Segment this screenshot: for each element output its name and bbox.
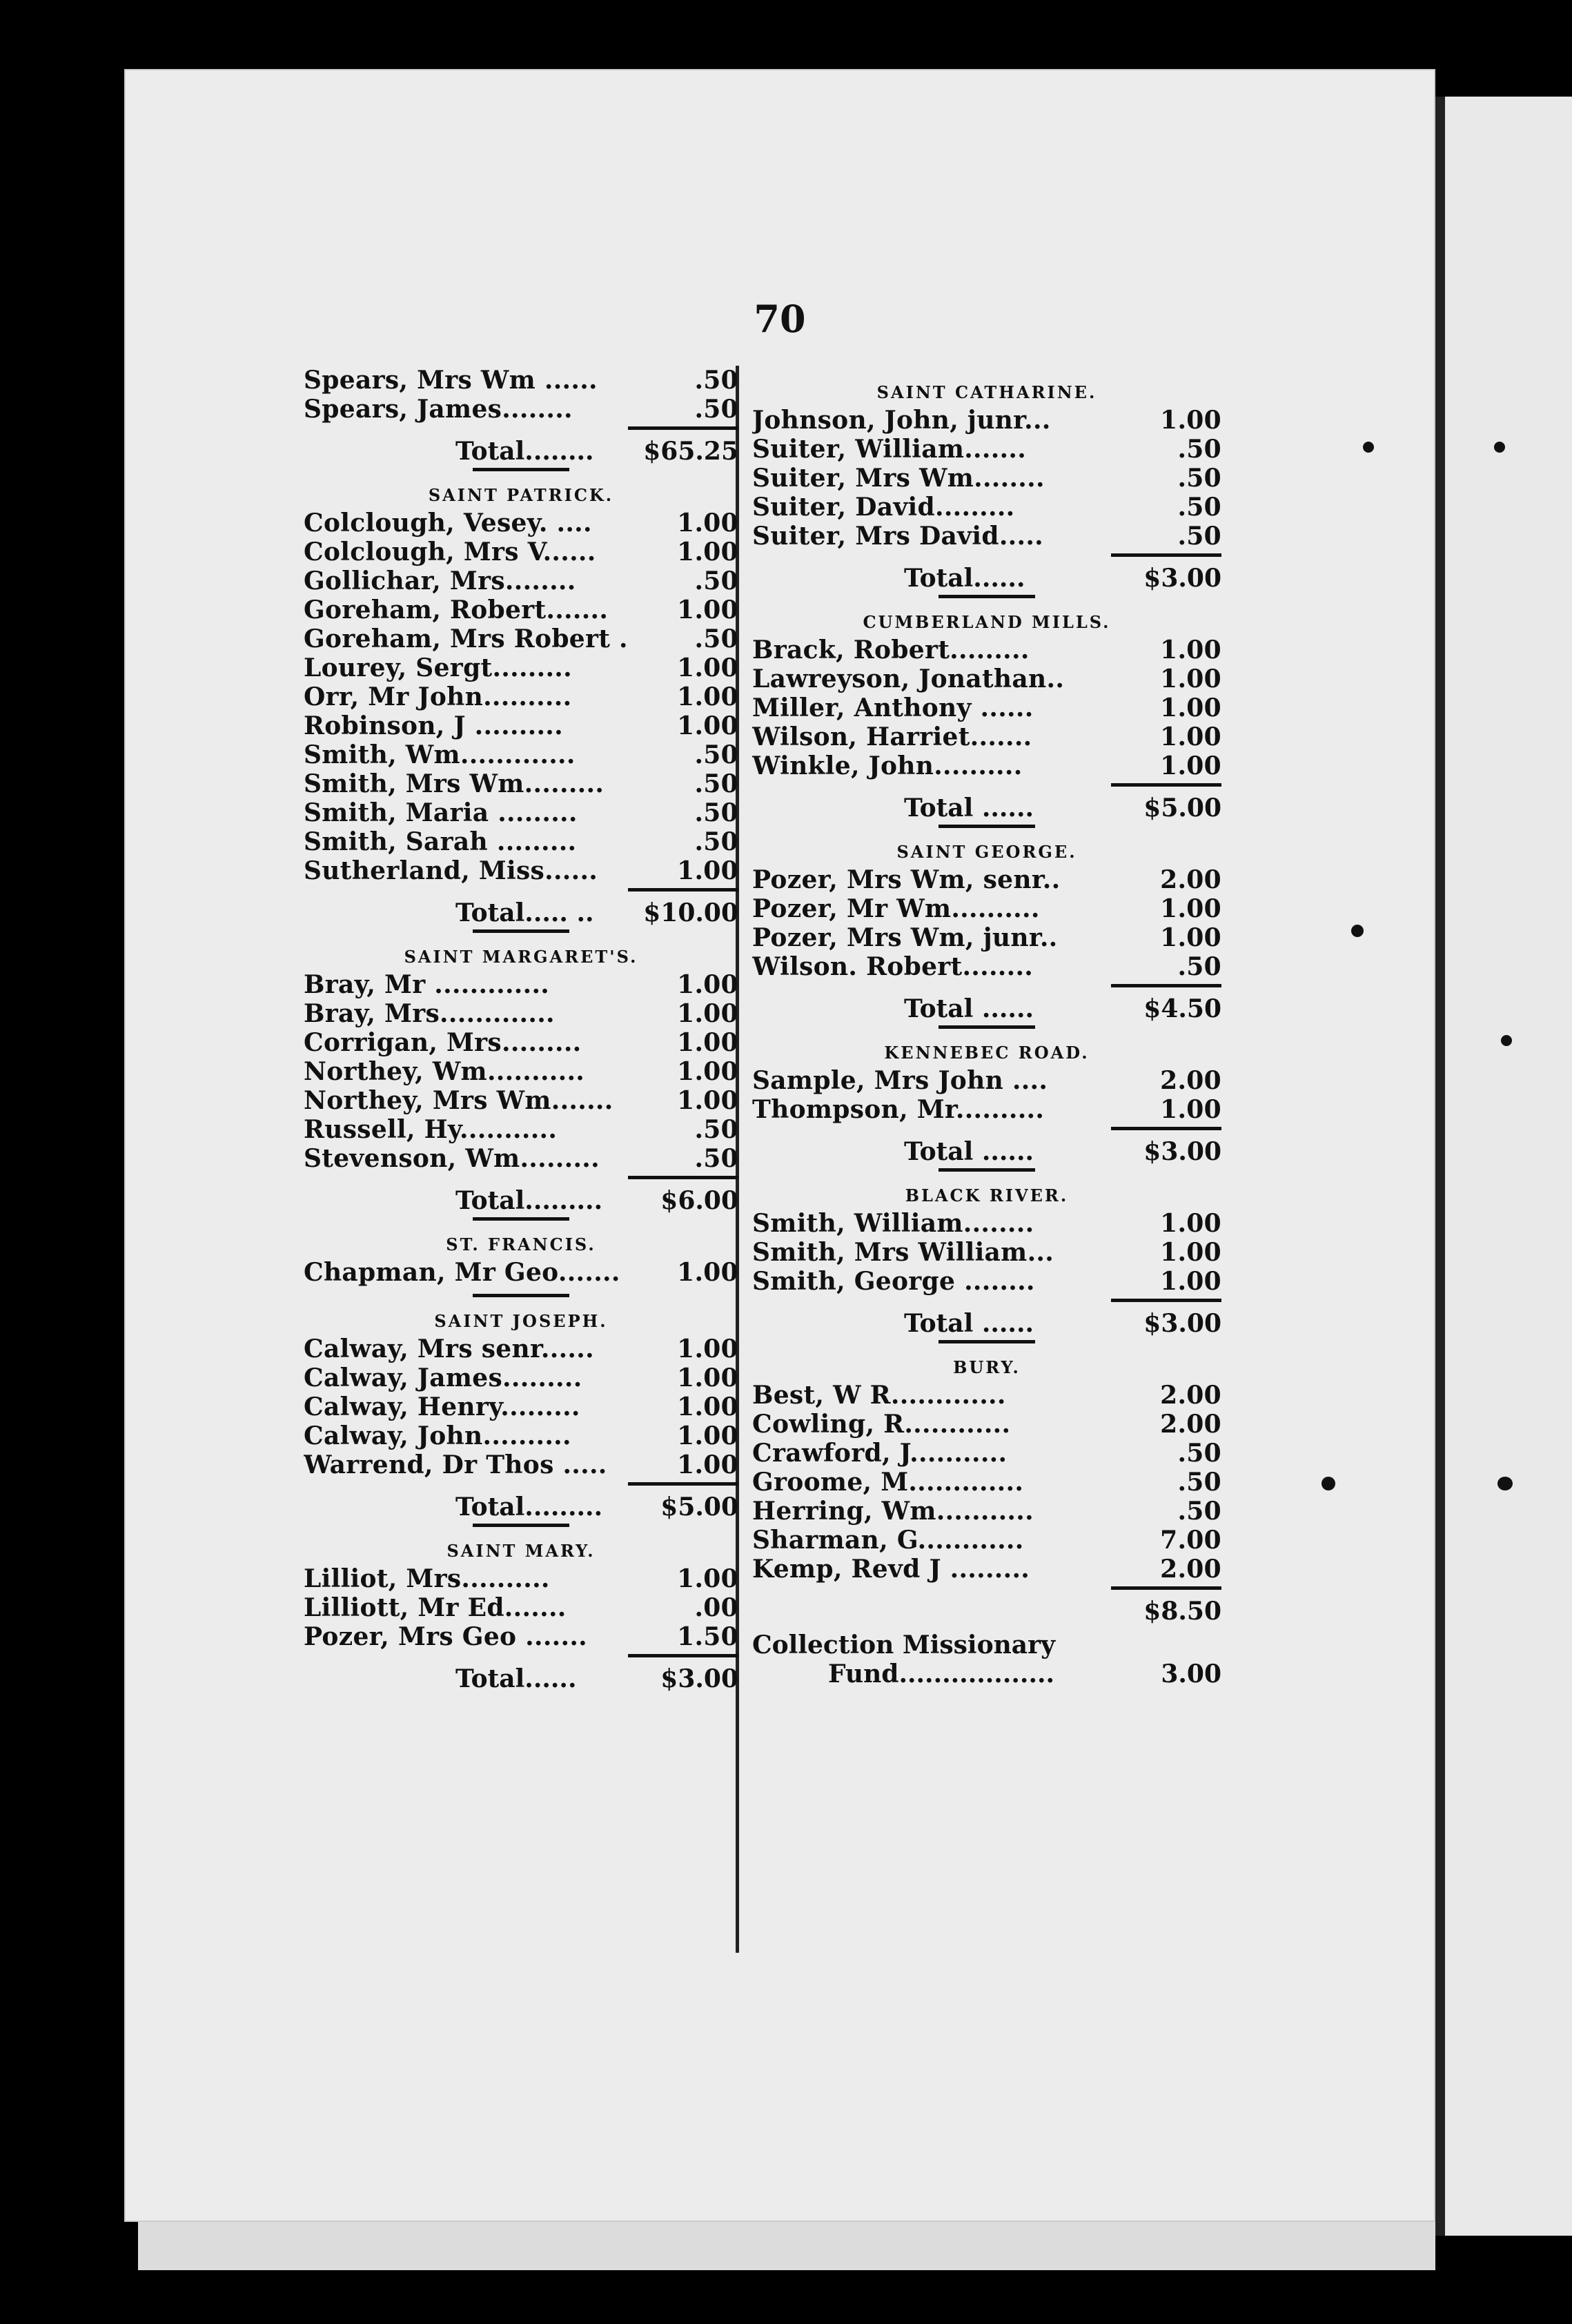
binding-hole-mark: [1363, 442, 1374, 453]
section-separator: [473, 1217, 569, 1221]
list-item: [752, 952, 1221, 981]
total-label: Total..... ..: [455, 898, 594, 927]
total-label: Total........: [455, 437, 594, 466]
entry-amount: .50: [1177, 435, 1221, 464]
entry-name: Miller, Anthony ......: [752, 693, 1034, 722]
total-label: Total ......: [904, 1137, 1034, 1166]
entry-amount: .50: [1177, 952, 1221, 981]
entry-amount: .50: [694, 1115, 738, 1144]
total-label: Total ......: [904, 1309, 1034, 1338]
entry-name: Colclough, Vesey. ....: [304, 509, 592, 538]
entry-amount: 1.00: [677, 1450, 738, 1479]
entry-name: Smith, Maria .........: [304, 798, 578, 827]
entry-amount: 1.00: [677, 1564, 738, 1593]
list-item: [752, 1066, 1221, 1095]
list-item: [752, 1381, 1221, 1410]
entry-amount: 2.00: [1160, 1381, 1221, 1410]
list-item: [304, 1057, 738, 1086]
entry-amount: 1.00: [1160, 636, 1221, 664]
list-item: [752, 1095, 1221, 1124]
entry-amount: 1.00: [677, 1086, 738, 1115]
section-heading: SAINT MARY.: [446, 1541, 596, 1561]
section-separator: [939, 1340, 1035, 1343]
section-total: [304, 426, 738, 466]
section-separator: [473, 468, 569, 471]
total-amount: $3.00: [1111, 1127, 1221, 1166]
list-item: [752, 1526, 1221, 1555]
list-item: [304, 1258, 738, 1287]
list-item: [752, 722, 1221, 751]
entry-amount: 1.00: [1160, 923, 1221, 952]
entry-amount: .50: [1177, 464, 1221, 493]
list-item: [752, 522, 1221, 551]
entry-amount: 1.00: [1160, 1238, 1221, 1267]
section-heading: BURY.: [953, 1357, 1021, 1377]
entry-name: Herring, Wm...........: [752, 1497, 1034, 1526]
total-label: Total......: [904, 564, 1025, 593]
entry-name: Suiter, David.........: [752, 493, 1015, 522]
total-amount: $3.00: [628, 1654, 738, 1693]
entry-amount: 1.00: [677, 1057, 738, 1086]
entry-amount: 2.00: [1160, 1410, 1221, 1439]
total-amount: $10.00: [628, 888, 738, 927]
section-separator: [473, 1294, 569, 1297]
total-amount: $4.50: [1111, 984, 1221, 1023]
entry-amount: 1.00: [677, 1363, 738, 1392]
total-label: Total ......: [904, 994, 1034, 1023]
entry-amount: 1.00: [677, 856, 738, 885]
section-total: [752, 984, 1221, 1023]
entry-name: Smith, Mrs William...: [752, 1238, 1054, 1267]
entry-amount: 1.00: [677, 1028, 738, 1057]
entry-amount: 1.00: [1160, 1267, 1221, 1296]
entry-name: Smith, George ........: [752, 1267, 1035, 1296]
section-total: [304, 1482, 738, 1522]
total-amount: $3.00: [1111, 553, 1221, 593]
entry-amount: .50: [694, 624, 738, 653]
section-heading: SAINT JOSEPH.: [434, 1311, 608, 1331]
entry-amount: .50: [694, 366, 738, 395]
list-item: [304, 970, 738, 999]
entry-name: Colclough, Mrs V......: [304, 538, 596, 567]
page-number: 70: [754, 297, 806, 341]
right-column: [752, 373, 1221, 1688]
list-item: [752, 751, 1221, 780]
list-item: [752, 865, 1221, 894]
total-label: Total......: [455, 1664, 577, 1693]
collection-fund-row: [752, 1660, 1221, 1688]
entry-name: Stevenson, Wm.........: [304, 1144, 600, 1173]
total-label: Total.........: [455, 1186, 603, 1215]
entry-amount: .50: [1177, 1497, 1221, 1526]
collection-label: Collection Missionary: [752, 1631, 1055, 1660]
list-item: [304, 366, 738, 395]
section-total: [304, 1654, 738, 1693]
entry-name: Suiter, William.......: [752, 435, 1027, 464]
entry-name: Winkle, John..........: [752, 751, 1023, 780]
section-heading: KENNEBEC ROAD.: [884, 1043, 1090, 1063]
total-amount: $8.50: [1111, 1586, 1221, 1626]
binding-hole-mark: [1497, 1477, 1513, 1490]
entry-amount: .50: [1177, 1439, 1221, 1468]
section-heading: SAINT CATHARINE.: [876, 382, 1097, 402]
section-separator: [939, 1168, 1035, 1172]
section-heading: SAINT PATRICK.: [428, 485, 614, 505]
list-item: [304, 827, 738, 856]
entry-amount: 1.00: [677, 682, 738, 711]
entry-name: Bray, Mrs.............: [304, 999, 555, 1028]
entry-amount: 1.00: [677, 538, 738, 567]
list-item: [752, 664, 1221, 693]
entry-amount: .50: [694, 769, 738, 798]
list-item: [304, 711, 738, 740]
list-item: [304, 567, 738, 595]
entry-name: Pozer, Mr Wm..........: [752, 894, 1040, 923]
collection-amount: 3.00: [1161, 1660, 1221, 1688]
list-item: [304, 682, 738, 711]
collection-fund-label: Fund..................: [828, 1660, 1055, 1688]
total-amount: $6.00: [628, 1176, 738, 1215]
entry-amount: 1.00: [1160, 664, 1221, 693]
entry-amount: .50: [1177, 522, 1221, 551]
section-total: [304, 888, 738, 927]
total-amount: $5.00: [1111, 783, 1221, 823]
entry-name: Suiter, Mrs David.....: [752, 522, 1043, 551]
entry-name: Goreham, Robert.......: [304, 595, 609, 624]
list-item: [304, 999, 738, 1028]
section-heading: SAINT MARGARET'S.: [404, 947, 638, 967]
entry-name: Northey, Wm...........: [304, 1057, 585, 1086]
section-total: [304, 1176, 738, 1215]
entry-amount: 1.00: [1160, 894, 1221, 923]
entry-amount: 2.00: [1160, 1555, 1221, 1584]
entry-name: Orr, Mr John..........: [304, 682, 572, 711]
entry-name: Wilson, Harriet.......: [752, 722, 1032, 751]
entry-name: Lourey, Sergt.........: [304, 653, 572, 682]
entry-name: Lawreyson, Jonathan..: [752, 664, 1065, 693]
entry-amount: 1.00: [677, 1392, 738, 1421]
entry-amount: 1.00: [677, 653, 738, 682]
section-separator: [473, 1524, 569, 1527]
entry-amount: 1.00: [677, 1421, 738, 1450]
entry-amount: 7.00: [1160, 1526, 1221, 1555]
list-item: [304, 740, 738, 769]
entry-name: Russell, Hy...........: [304, 1115, 558, 1144]
entry-amount: .50: [694, 395, 738, 424]
entry-name: Smith, William........: [752, 1209, 1034, 1238]
entry-name: Gollichar, Mrs........: [304, 567, 576, 595]
list-item: [752, 1439, 1221, 1468]
list-item: [304, 1028, 738, 1057]
entry-amount: 1.00: [677, 711, 738, 740]
entry-name: Calway, John..........: [304, 1421, 571, 1450]
entry-amount: 1.00: [677, 509, 738, 538]
entry-name: Spears, James........: [304, 395, 573, 424]
section-total: [752, 1299, 1221, 1338]
list-item: [304, 1144, 738, 1173]
list-item: [752, 894, 1221, 923]
list-item: [304, 624, 738, 653]
entry-name: Wilson. Robert........: [752, 952, 1034, 981]
entry-amount: .50: [694, 740, 738, 769]
page-stack-edge: [138, 2222, 1435, 2270]
list-item: [752, 435, 1221, 464]
entry-amount: 2.00: [1160, 865, 1221, 894]
list-item: [304, 595, 738, 624]
section-separator: [939, 825, 1035, 828]
entry-name: Best, W R.............: [752, 1381, 1006, 1410]
list-item: [304, 1450, 738, 1479]
entry-name: Bray, Mr .............: [304, 970, 550, 999]
entry-amount: .50: [1177, 1468, 1221, 1497]
entry-amount: .50: [694, 827, 738, 856]
entry-amount: 1.00: [677, 970, 738, 999]
total-amount: $5.00: [628, 1482, 738, 1522]
section-total: [752, 1586, 1221, 1626]
entry-amount: 1.00: [1160, 1209, 1221, 1238]
list-item: [752, 493, 1221, 522]
entry-amount: 1.00: [1160, 722, 1221, 751]
section-heading: CUMBERLAND MILLS.: [863, 612, 1111, 632]
list-item: [752, 1555, 1221, 1584]
entry-amount: 1.50: [677, 1622, 738, 1651]
list-item: [304, 1622, 738, 1651]
list-item: [752, 1497, 1221, 1526]
list-item: [752, 406, 1221, 435]
entry-amount: 1.00: [1160, 406, 1221, 435]
section-total: [752, 553, 1221, 593]
section-separator: [473, 929, 569, 933]
binding-hole-mark: [1494, 442, 1505, 453]
entry-amount: .50: [1177, 493, 1221, 522]
entry-amount: 1.00: [677, 1335, 738, 1363]
entry-amount: 2.00: [1160, 1066, 1221, 1095]
list-item: [752, 464, 1221, 493]
entry-name: Brack, Robert.........: [752, 636, 1030, 664]
entry-name: Johnson, John, junr...: [752, 406, 1051, 435]
list-item: [304, 538, 738, 567]
entry-name: Smith, Sarah .........: [304, 827, 577, 856]
section-heading: ST. FRANCIS.: [446, 1234, 596, 1254]
list-item: [752, 693, 1221, 722]
list-item: [752, 1209, 1221, 1238]
list-item: [752, 1468, 1221, 1497]
entry-amount: 1.00: [1160, 1095, 1221, 1124]
list-item: [304, 1593, 738, 1622]
entry-name: Pozer, Mrs Wm, senr..: [752, 865, 1061, 894]
section-heading: BLACK RIVER.: [905, 1185, 1069, 1205]
list-item: [304, 798, 738, 827]
list-item: [304, 653, 738, 682]
entry-name: Corrigan, Mrs.........: [304, 1028, 582, 1057]
entry-name: Lilliott, Mr Ed.......: [304, 1593, 567, 1622]
binding-hole-mark: [1322, 1477, 1335, 1490]
list-item: [304, 509, 738, 538]
entry-name: Groome, M.............: [752, 1468, 1024, 1497]
total-label: Total ......: [904, 794, 1034, 823]
list-item: [752, 636, 1221, 664]
section-total: [752, 1127, 1221, 1166]
entry-name: Smith, Mrs Wm.........: [304, 769, 605, 798]
entry-amount: 1.00: [677, 595, 738, 624]
entry-name: Chapman, Mr Geo.......: [304, 1258, 620, 1287]
list-item: [304, 1363, 738, 1392]
entry-name: Calway, Henry.........: [304, 1392, 580, 1421]
entry-name: Warrend, Dr Thos .....: [304, 1450, 607, 1479]
entry-name: Spears, Mrs Wm ......: [304, 366, 598, 395]
list-item: [752, 1267, 1221, 1296]
list-item: [304, 1564, 738, 1593]
list-item: [752, 923, 1221, 952]
list-item: [304, 856, 738, 885]
list-item: [752, 1410, 1221, 1439]
collection-missionary-fund: [752, 1631, 1221, 1688]
entry-name: Suiter, Mrs Wm........: [752, 464, 1045, 493]
entry-name: Sharman, G............: [752, 1526, 1024, 1555]
entry-amount: .50: [694, 1144, 738, 1173]
entry-name: Calway, Mrs senr......: [304, 1335, 594, 1363]
section-separator: [939, 1025, 1035, 1029]
entry-name: Crawford, J...........: [752, 1439, 1008, 1468]
total-label: Total.........: [455, 1493, 603, 1522]
total-amount: $65.25: [628, 426, 738, 466]
left-column: [304, 366, 738, 1693]
list-item: [304, 769, 738, 798]
entry-name: Northey, Mrs Wm.......: [304, 1086, 613, 1115]
entry-name: Goreham, Mrs Robert .: [304, 624, 628, 653]
entry-name: Lilliot, Mrs..........: [304, 1564, 550, 1593]
list-item: [304, 1115, 738, 1144]
entry-name: Calway, James.........: [304, 1363, 582, 1392]
binding-hole-mark: [1351, 925, 1364, 937]
section-total: [752, 783, 1221, 823]
list-item: [752, 1238, 1221, 1267]
entry-amount: .00: [694, 1593, 738, 1622]
list-item: [304, 1421, 738, 1450]
entry-name: Kemp, Revd J .........: [752, 1555, 1030, 1584]
entry-amount: 1.00: [1160, 751, 1221, 780]
total-amount: $3.00: [1111, 1299, 1221, 1338]
section-separator: [939, 595, 1035, 598]
entry-amount: 1.00: [1160, 693, 1221, 722]
entry-name: Thompson, Mr..........: [752, 1095, 1045, 1124]
list-item: [304, 1086, 738, 1115]
entry-amount: .50: [694, 798, 738, 827]
list-item: [304, 395, 738, 424]
binding-hole-mark: [1501, 1035, 1512, 1046]
entry-name: Cowling, R............: [752, 1410, 1011, 1439]
entry-name: Pozer, Mrs Geo .......: [304, 1622, 588, 1651]
entry-amount: .50: [694, 567, 738, 595]
entry-amount: 1.00: [677, 999, 738, 1028]
entry-name: Pozer, Mrs Wm, junr..: [752, 923, 1058, 952]
entry-name: Smith, Wm.............: [304, 740, 576, 769]
list-item: [304, 1392, 738, 1421]
entry-name: Sample, Mrs John ....: [752, 1066, 1048, 1095]
entry-name: Sutherland, Miss......: [304, 856, 598, 885]
entry-amount: 1.00: [677, 1258, 738, 1287]
list-item: [304, 1335, 738, 1363]
adjacent-page-edge: [1435, 97, 1572, 2236]
section-heading: SAINT GEORGE.: [896, 842, 1077, 862]
entry-name: Robinson, J ..........: [304, 711, 563, 740]
